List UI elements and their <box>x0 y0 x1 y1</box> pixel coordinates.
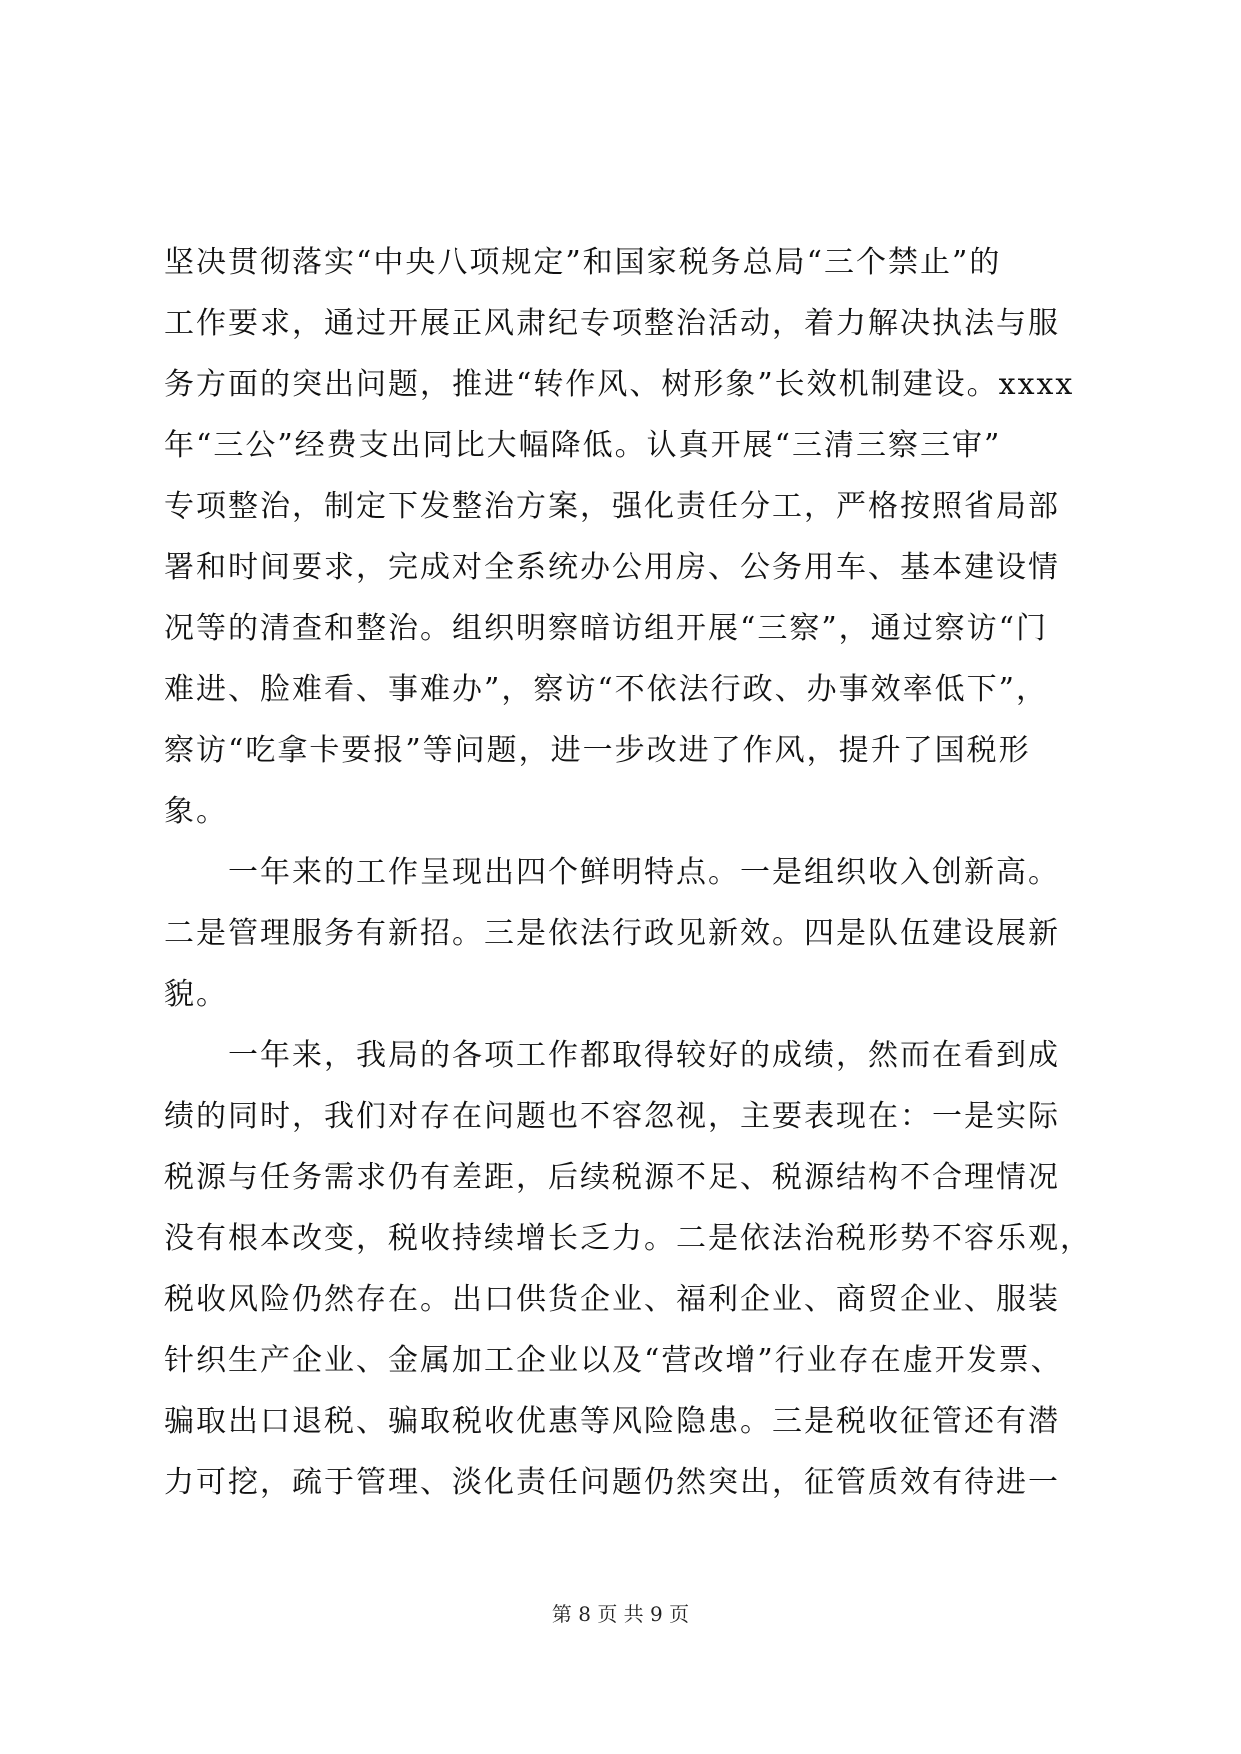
text-line: 貌。 <box>164 977 228 1012</box>
page-footer: 第 8 页 共 9 页 <box>551 1602 690 1626</box>
paragraph-p2 <box>164 842 1074 1025</box>
text-line: 税源与任务需求仍有差距，后续税源不足、税源结构不合理情况 <box>164 1160 1060 1195</box>
text-line: 没有根本改变，税收持续增长乏力。二是依法治税形势不容乐观， <box>164 1221 1092 1256</box>
text-line: 专项整治，制定下发整治方案，强化责任分工，严格按照省局部 <box>164 489 1060 524</box>
text-line: 力可挖，疏于管理、淡化责任问题仍然突出，征管质效有待进一 <box>164 1465 1060 1500</box>
text-line: 工作要求，通过开展正风肃纪专项整治活动，着力解决执法与服 <box>164 306 1060 341</box>
text-line: 务方面的突出问题，推进“转作风、树形象”长效机制建设。xxxx <box>164 367 1075 402</box>
text-line: 年“三公”经费支出同比大幅降低。认真开展“三清三察三审” <box>164 428 1002 463</box>
paragraph-p3 <box>164 1025 1092 1513</box>
text-line: 况等的清查和整治。组织明察暗访组开展“三察”，通过察访“门 <box>164 611 1049 646</box>
text-line: 一年来的工作呈现出四个鲜明特点。一是组织收入创新高。 <box>228 855 1060 890</box>
text-line: 坚决贯彻落实“中央八项规定”和国家税务总局“三个禁止”的 <box>164 245 1002 280</box>
text-line: 象。 <box>164 794 228 829</box>
paragraph-p1 <box>164 232 1074 842</box>
text-line: 绩的同时，我们对存在问题也不容忽视，主要表现在：一是实际 <box>164 1099 1060 1134</box>
text-line: 骗取出口退税、骗取税收优惠等风险隐患。三是税收征管还有潜 <box>164 1404 1060 1439</box>
text-line: 针织生产企业、金属加工企业以及“营改增”行业存在虚开发票、 <box>164 1343 1063 1378</box>
text-line: 税收风险仍然存在。出口供货企业、福利企业、商贸企业、服装 <box>164 1282 1060 1317</box>
text-line: 署和时间要求，完成对全系统办公用房、公务用车、基本建设情 <box>164 550 1060 585</box>
text-line: 一年来，我局的各项工作都取得较好的成绩，然而在看到成 <box>228 1038 1060 1073</box>
text-line: 难进、脸难看、事难办”，察访“不依法行政、办事效率低下”， <box>164 672 1049 707</box>
text-line: 察访“吃拿卡要报”等问题，进一步改进了作风，提升了国税形 <box>164 733 1031 768</box>
document-body <box>164 232 1092 1513</box>
text-line: 二是管理服务有新招。三是依法行政见新效。四是队伍建设展新 <box>164 916 1060 951</box>
